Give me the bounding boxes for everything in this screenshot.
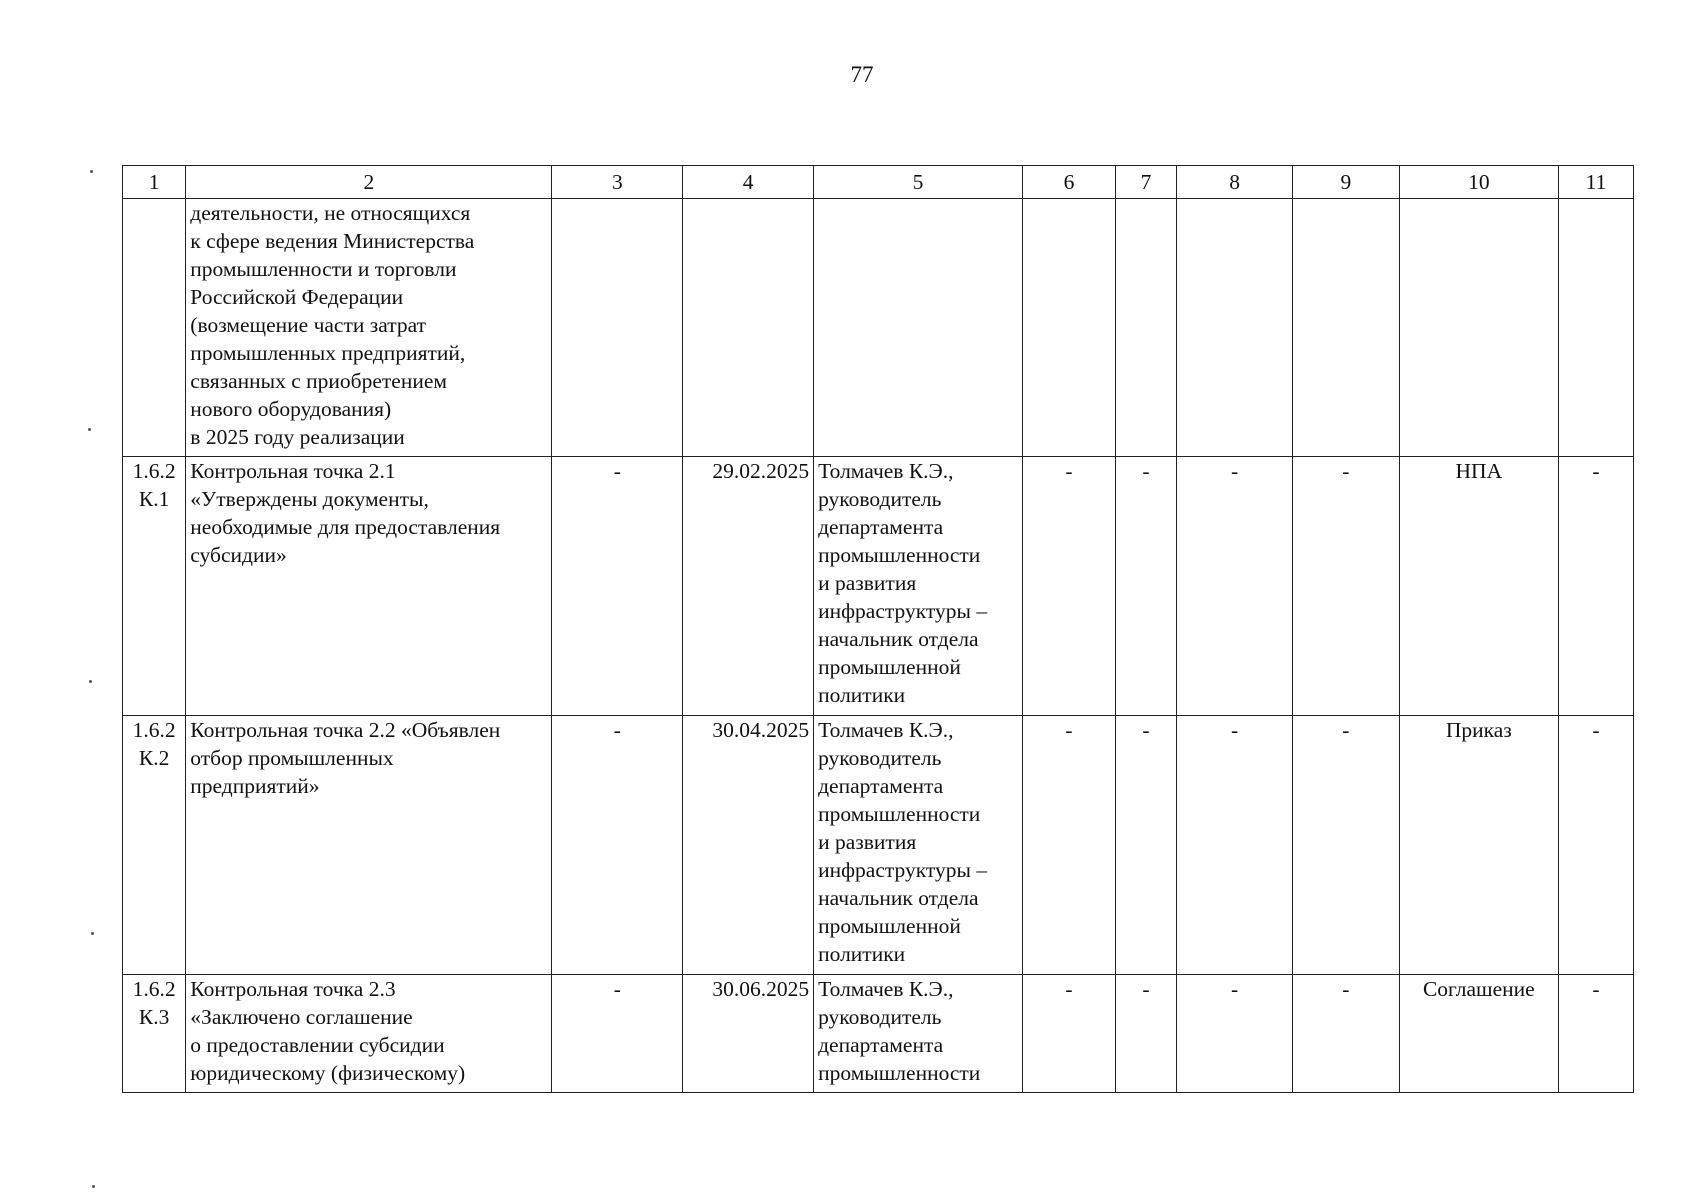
cell-col6: - [1023,457,1116,716]
row-date [683,199,814,457]
row-id: 1.6.2 К.2 [123,716,186,975]
cell-col11: - [1559,716,1634,975]
column-header: 1 [123,166,186,199]
column-header: 11 [1559,166,1634,199]
row-document-type: Приказ [1399,716,1558,975]
scan-speck [89,680,92,683]
column-header: 2 [186,166,552,199]
row-document-type: Соглашение [1399,975,1558,1093]
row-description: Контрольная точка 2.2 «Объявлен отбор промышленных предприятий» [186,716,552,975]
row-date: 29.02.2025 [683,457,814,716]
cell-col3: - [552,716,683,975]
cell-col11: - [1559,457,1634,716]
column-header: 9 [1293,166,1400,199]
row-document-type: НПА [1399,457,1558,716]
cell-col3 [552,199,683,457]
table-row [123,457,1634,716]
row-date: 30.06.2025 [683,975,814,1093]
table-row [123,199,1634,457]
cell-col8: - [1177,975,1293,1093]
column-header: 6 [1023,166,1116,199]
row-description: Контрольная точка 2.3 «Заключено соглашение о предоставлении субсидии юридическому (физическому) [186,975,552,1093]
scan-speck [92,1185,95,1188]
cell-col11: - [1559,975,1634,1093]
cell-col8 [1177,199,1293,457]
cell-col11 [1559,199,1634,457]
cell-col6 [1023,199,1116,457]
row-responsible: Толмачев К.Э., руководитель департамента промышленности и развития инфраструктуры – начальник отдела промышленной политики [814,716,1023,975]
row-responsible: Толмачев К.Э., руководитель департамента промышленности и развития инфраструктуры – начальник отдела промышленной политики [814,457,1023,716]
column-header: 4 [683,166,814,199]
row-id [123,199,186,457]
row-description: Контрольная точка 2.1 «Утверждены документы, необходимые для предоставления субсидии» [186,457,552,716]
column-header: 7 [1115,166,1176,199]
row-document-type [1399,199,1558,457]
table-row [123,975,1634,1093]
row-responsible [814,199,1023,457]
column-header: 8 [1177,166,1293,199]
row-date: 30.04.2025 [683,716,814,975]
row-id: 1.6.2 К.1 [123,457,186,716]
table-row [123,716,1634,975]
cell-col7: - [1115,716,1176,975]
cell-col7: - [1115,975,1176,1093]
cell-col9: - [1293,457,1400,716]
cell-col3: - [552,975,683,1093]
cell-col9 [1293,199,1400,457]
cell-col6: - [1023,975,1116,1093]
cell-col7: - [1115,457,1176,716]
activity-table [122,165,1634,1093]
page-number: 77 [850,62,874,87]
column-header: 5 [814,166,1023,199]
column-header: 10 [1399,166,1558,199]
cell-col9: - [1293,716,1400,975]
cell-col8: - [1177,457,1293,716]
column-header: 3 [552,166,683,199]
column-number-row [123,166,1634,199]
cell-col8: - [1177,716,1293,975]
cell-col9: - [1293,975,1400,1093]
scan-speck [88,428,91,431]
cell-col3: - [552,457,683,716]
cell-col6: - [1023,716,1116,975]
row-id: 1.6.2 К.3 [123,975,186,1093]
cell-col7 [1115,199,1176,457]
row-responsible: Толмачев К.Э., руководитель департамента промышленности [814,975,1023,1093]
scan-speck [90,170,93,173]
scan-speck [91,932,94,935]
row-description: деятельности, не относящихся к сфере ведения Министерства промышленности и торговли Российской Федерации (возмещение части затрат промышленных предприятий, связанных с приобретением нового оборудования) в 2025 году реализации [186,199,552,457]
